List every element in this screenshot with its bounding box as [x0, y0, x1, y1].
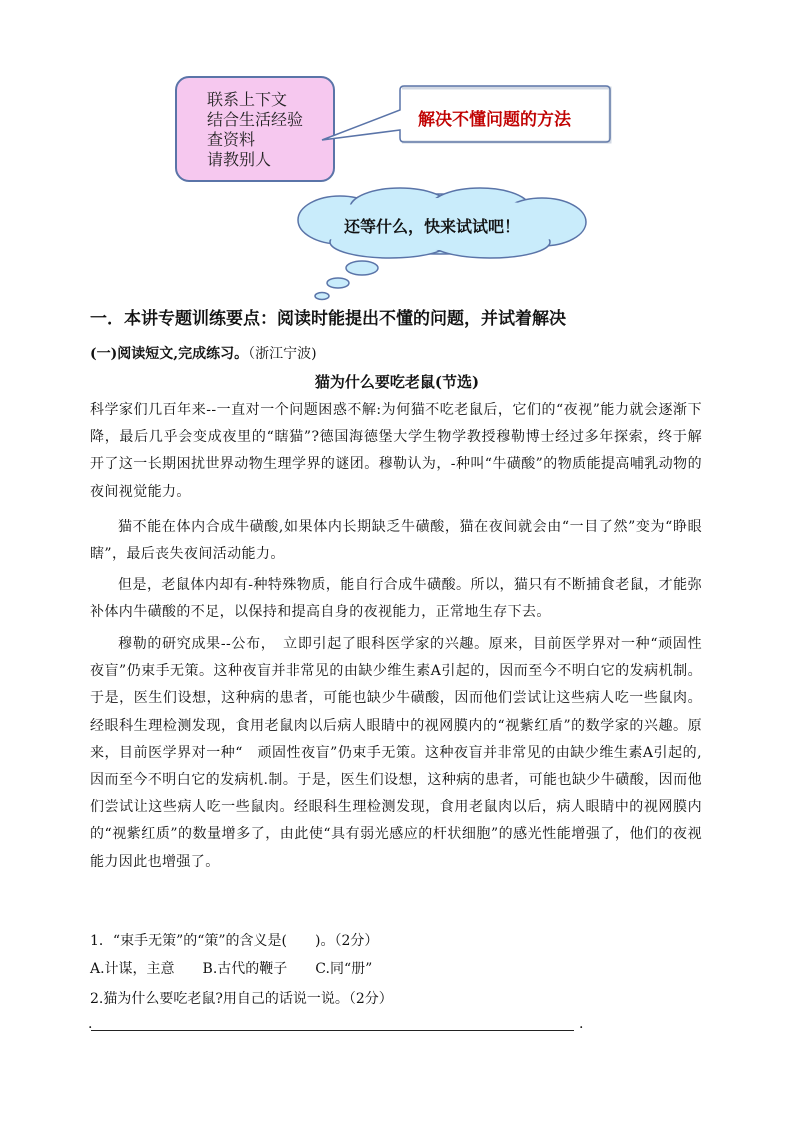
- question-1: 1．“束手无策”的“策”的含义是( )。（2分）: [90, 933, 379, 949]
- cloud-slogan: 还等什么，快来试试吧！: [344, 217, 521, 236]
- exercise-instruction: [90, 343, 317, 363]
- method-item: 查资料: [207, 130, 256, 149]
- exercise-label: (一)阅读短文,完成练习。: [90, 346, 249, 362]
- answer-line-dot: .: [579, 1016, 584, 1032]
- answer-line-dot: .: [88, 1016, 93, 1032]
- methods-title: 解决不懂问题的方法: [418, 110, 571, 130]
- method-item: 请教别人: [207, 150, 272, 169]
- exercise-source: （浙江宁波): [248, 346, 317, 362]
- thought-cloud-shape: [280, 180, 600, 305]
- question-1-options: A.计谋，主意 B.古代的鞭子 C.同“册”: [90, 961, 373, 977]
- passage-paragraph: 科学家们几百年来--一直对一个问题困惑不解:为何猫不吃老鼠后，它们的“夜视”能力就会逐渐下降，最后几乎会变成夜里的“瞎猫”?德国海德堡大学生物学教授穆勒博士经过多年探索，终于解开了这一长期困扰世界动物生理学界的谜团。穆勒认为，-种叫“牛磺酸”的物质能提高哺乳动物的夜间视觉能力。: [90, 402, 702, 500]
- passage-title: 猫为什么要吃老鼠(节选): [314, 373, 480, 391]
- section-heading: 一．本讲专题训练要点：阅读时能提出不懂的问题，并试着解决: [90, 309, 566, 329]
- passage-paragraph: 猫不能在体内合成牛磺酸,如果体内长期缺乏牛磺酸，猫在夜间就会由“一目了然”变为“睁眼瞎”，最后丧失夜间活动能力。: [90, 519, 702, 563]
- method-item: 结合生活经验: [207, 110, 304, 129]
- answer-line[interactable]: [91, 1030, 574, 1031]
- passage-paragraph: 穆勒的研究成果--公布， 立即引起了眼科医学家的兴趣。原来，目前医学界对一种“顽固性夜盲”仍束手无策。这种夜盲并非常见的由缺少维生素A引起的，因而至今不明白它的发病机制。于是，医生们设想，这种病的患者，可能也缺少牛磺酸，因而他们尝试让这些病人吃一些鼠肉。经眼科生理检测发现，食用老鼠肉以后病人眼睛中的视网膜内的“视紫红盾”的数学家的兴趣。原来，目前医学界对一种“ 顽固性夜盲”仍束手无策。这种夜盲并非常见的由缺少维生素A引起的,因而至今不明白它的发病机.制。于是，医生们设想，这种病的患者，可能也缺少牛磺酸，因而他们尝试让这些病人吃一些鼠肉。经眼科生理检测发现，食用老鼠肉以后，病人眼睛中的视网膜内的“视紫红质”的数量增多了，由此使“具有弱光感应的杆状细胞”的感光性能增强了，他们的夜视能力因此也增强了。: [90, 636, 702, 870]
- question-2: 2.猫为什么要吃老鼠?用自己的话说一说。（2分）: [90, 991, 393, 1007]
- method-item: 联系上下文: [207, 90, 288, 109]
- passage-paragraph: 但是，老鼠体内却有-种特殊物质，能自行合成牛磺酸。所以，猫只有不断捕食老鼠，才能弥补体内牛磺酸的不足，以保持和提高自身的夜视能力，正常地生存下去。: [90, 577, 702, 621]
